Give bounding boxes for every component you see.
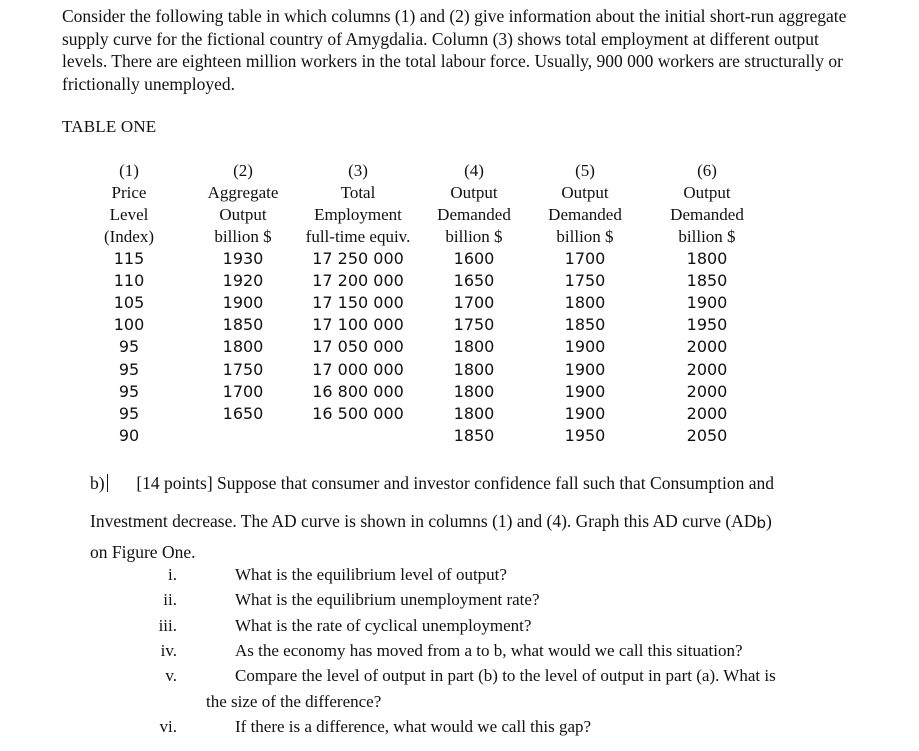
table-cell: 95 [118,337,140,357]
table-cell: 1600 [453,249,495,268]
table-cell: 95 [118,359,140,379]
question-text: What is the rate of cyclical unemployment? [235,616,532,635]
column-header-line: full-time equiv. [305,227,411,246]
part-b-line3: on Figure One. [90,542,196,562]
column-header-line: Price [111,183,147,202]
part-b-prompt [90,472,860,563]
ad-subscript: b [756,514,766,532]
table-cell: 2050 [686,425,728,445]
column-header-line: (4) [464,161,484,180]
table-cell: 17 000 000 [312,359,404,379]
table-cell: 2000 [686,403,728,423]
column-header-line: Aggregate [207,183,279,202]
column-header-line: (Index) [103,227,155,246]
table-cell: 1930 [222,249,264,268]
intro-paragraph: Consider the following table in which columns (1) and (2) give information about the initial short-run aggregate supply curve for the fictional country of Amygdalia. Column (3) shows total employment at different output levels. There are eighteen million workers in the total labour force. Usually, 900 000 workers are structurally or frictionally unemployed. [62,6,847,94]
table-cell: 2000 [686,337,728,357]
column-header-line: (1) [119,161,139,180]
table-cell: 1900 [564,359,606,379]
column-header-line: Employment [314,205,402,224]
table-cell: 95 [118,403,140,423]
part-b-label: b) [90,473,105,493]
table-cell: 1800 [453,337,495,357]
table-cell: 2000 [686,381,728,401]
table-cell: 17 050 000 [312,337,404,357]
table-cell: 1700 [222,381,264,401]
column-header-line: billion $ [678,227,736,246]
table-cell: 1900 [564,403,606,423]
table-cell: 1850 [564,315,606,335]
column-header-line: Total [340,183,376,202]
column-header-line: Level [109,205,149,224]
table-cell: 2000 [686,359,728,379]
column-header-4 [437,160,511,248]
table-cell: 1800 [453,403,495,423]
table-cell: 1800 [453,381,495,401]
column-header-line: Output [219,205,267,224]
table-cell: 110 [113,271,145,291]
column-header-line: Output [450,183,498,202]
question-text: Compare the level of output in part (b) to the level of output in part (a). What is [235,666,776,685]
table-cell: 115 [113,249,145,268]
column-header-line: billion $ [214,227,272,246]
table-cell: 1950 [564,425,606,445]
column-header-5 [548,160,622,248]
table-cell: 1750 [564,271,606,291]
column-header-line: Demanded [670,205,744,224]
column-header-line: (5) [575,161,595,180]
table-cell: 17 200 000 [312,271,404,291]
question-number: i. [168,565,177,584]
table-cell: 1850 [686,271,728,291]
column-header-line: billion $ [556,227,614,246]
table-cell: 90 [118,425,140,445]
column-header-3 [306,160,411,248]
column-header-line: Demanded [437,205,511,224]
question-text: If there is a difference, what would we call this gap? [235,717,592,736]
table-cell: 1850 [453,425,495,445]
table-cell: 1950 [686,315,728,335]
table-cell: 1900 [686,293,728,313]
part-b-line2: Investment decrease. The AD curve is shown in columns (1) and (4). Graph this AD curve (AD [90,511,757,531]
column-header-line: (6) [697,161,717,180]
question-number: iii. [158,616,177,635]
part-b-line2-close: ) [765,511,772,531]
table-cell: 16 800 000 [312,381,404,401]
question-text: What is the equilibrium unemployment rate? [235,590,540,609]
table-cell: 1920 [222,271,264,291]
table-cell: 1750 [222,359,264,379]
table-cell: 16 500 000 [312,403,404,423]
part-b-points: [14 points] [136,473,213,493]
column-header-line: Output [561,183,609,202]
table-cell: 95 [118,381,140,401]
table-cell: 1800 [686,249,728,268]
question-text-continued: the size of the difference? [206,692,382,711]
question-text: What is the equilibrium level of output? [235,565,507,584]
table-cell: 17 100 000 [312,315,404,335]
table-cell: 1900 [564,381,606,401]
table-cell: 1650 [222,403,264,423]
table-cell: 1800 [453,359,495,379]
table-cell: 1750 [453,315,495,335]
column-header-line: (2) [233,161,253,180]
question-number: iv. [160,641,177,660]
question-number: ii. [163,590,177,609]
table-cell: 1650 [453,271,495,291]
column-header-line: Demanded [548,205,622,224]
table-cell: 1700 [564,249,606,268]
table-cell: 1700 [453,293,495,313]
column-header-2 [208,160,279,248]
column-header-line: Output [683,183,731,202]
table-cell: 100 [113,315,145,335]
table-cell: 105 [113,293,145,313]
table-cell: 1800 [222,337,264,357]
question-number: v. [165,666,177,685]
table-cell: 17 250 000 [312,249,404,268]
table-cell: 1800 [564,293,606,313]
table-cell: 1900 [222,293,264,313]
table-cell: 1900 [564,337,606,357]
question-text: As the economy has moved from a to b, what would we call this situation? [235,641,743,660]
column-header-1 [104,160,154,248]
table-cell: 1850 [222,315,264,335]
table-cell: 17 150 000 [312,293,404,313]
column-header-line: billion $ [445,227,503,246]
column-header-6 [670,160,744,248]
table-title: TABLE ONE [62,117,157,136]
text-cursor [107,474,108,492]
column-header-line: (3) [348,161,368,180]
part-b-line1: Suppose that consumer and investor confidence fall such that Consumption and [217,473,774,493]
question-number: vi. [159,717,177,736]
